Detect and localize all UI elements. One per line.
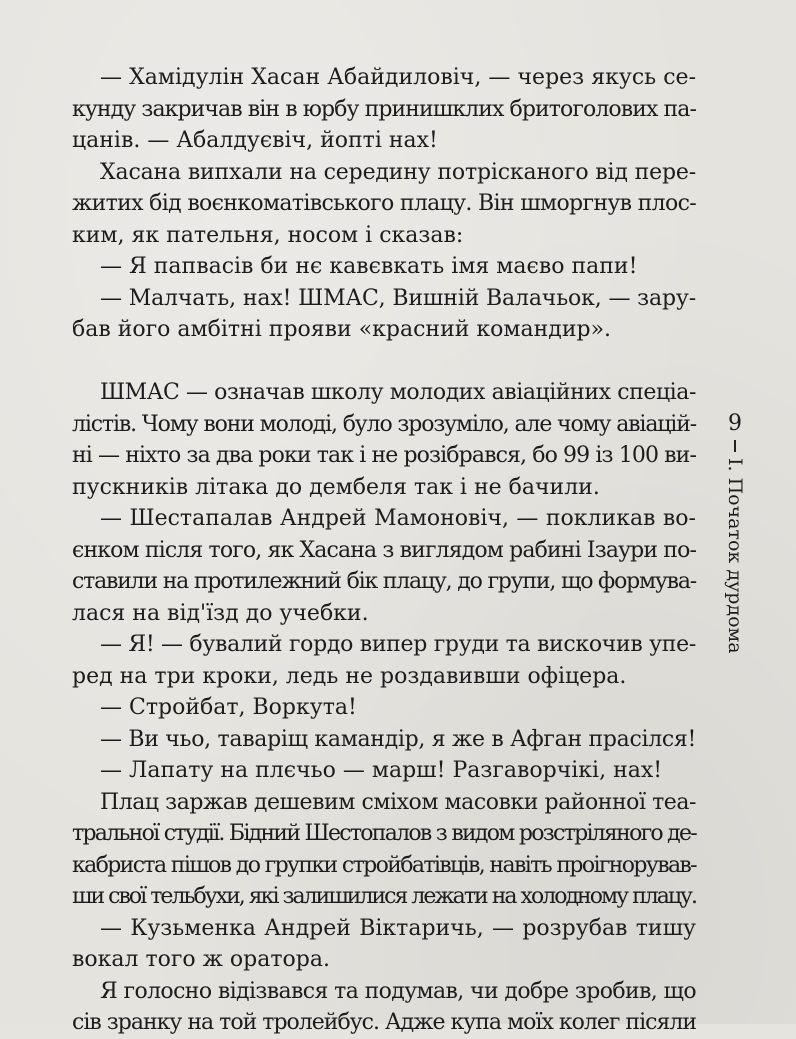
text-line: вокал того ж оратора. <box>72 947 330 972</box>
text-line: — Ви чьо, таваріщ камандір, я же в Афган прасілся! <box>100 726 697 752</box>
text-line: бав його амбітні прояви «красний командир». <box>72 317 612 342</box>
text-line: Я голосно відізвався та подумав, чи добре зробив, що <box>100 978 696 1004</box>
text-line: Плац заржав дешевим сміхом масовки районної теа- <box>100 789 697 815</box>
text-line: — Кузьменка Андрей Віктаричь, — розрубав тишу <box>100 915 696 941</box>
text-line: цанів. — Абалдуєвіч, йопті нах! <box>72 128 438 153</box>
text-line: ши свої тельбухи, які залишилися лежати на холодному плацу. <box>72 884 697 909</box>
text-line: єнком після того, як Хасана з виглядом рабині Ізаури по- <box>72 537 697 563</box>
text-line: — Лапату на плєчьо — марш! Разгаворчікі, нах! <box>100 758 663 783</box>
text-line: ставили на протилежний бік плацу, до групи, що формува- <box>72 569 697 594</box>
text-line: кунду закричав він в юрбу принишклих бритоголових па- <box>72 96 696 122</box>
text-line: житих бід воєнкоматівського плацу. Він шморгнув плос- <box>72 191 696 216</box>
text-line: ні — ніхто за два роки так і не розібрався, бо 99 із 100 ви- <box>72 443 697 468</box>
text-line: — Я папвасів би нє кавєвкать імя маєво папи! <box>100 254 638 279</box>
text-line: кабриста пішов до групки стройбатівців, навіть проігнорував- <box>72 852 696 878</box>
text-line: тральної студії. Бідний Шестопалов з видом розстріляного де- <box>72 821 696 846</box>
text-line: — Хамідулін Хасан Абайдиловіч, — через якусь се- <box>100 65 696 90</box>
text-line: — Шестапалав Андрей Мамоновіч, — покликав во- <box>100 506 696 531</box>
text-line: лістів. Чому вони молоді, було зрозуміло, але чому авіацій- <box>72 411 697 437</box>
text-line: — Малчать, нах! ШМАС, Вишній Валачьок, — зару- <box>100 285 697 311</box>
sidebar-rule <box>734 440 736 452</box>
text-line: ШМАС — означав школу молодих авіаційних спеціа- <box>100 380 696 405</box>
running-head: I. Початок дурдома <box>724 458 746 654</box>
text-line: пускників літака до дембеля так і не бачили. <box>72 474 600 500</box>
text-line: ред на три кроки, ледь не роздавивши офіцера. <box>72 663 627 689</box>
page-sidebar <box>713 410 757 670</box>
body-text <box>72 62 696 1039</box>
text-line: сів зранку на той тролейбус. Адже купа моїх колег пісяли <box>72 1010 696 1035</box>
text-line: ким, як пательня, носом і сказав: <box>72 222 464 248</box>
text-line: — Я! — бувалий гордо випер груди та вискочив упе- <box>100 632 696 657</box>
paragraph-gap <box>72 346 696 378</box>
page-number: 9 <box>728 411 742 436</box>
text-line: — Стройбат, Воркута! <box>100 695 357 720</box>
text-line: Хасана випхали на середину потрісканого від пере- <box>100 159 696 185</box>
text-line: лася на від'їзд до учебки. <box>72 600 369 626</box>
